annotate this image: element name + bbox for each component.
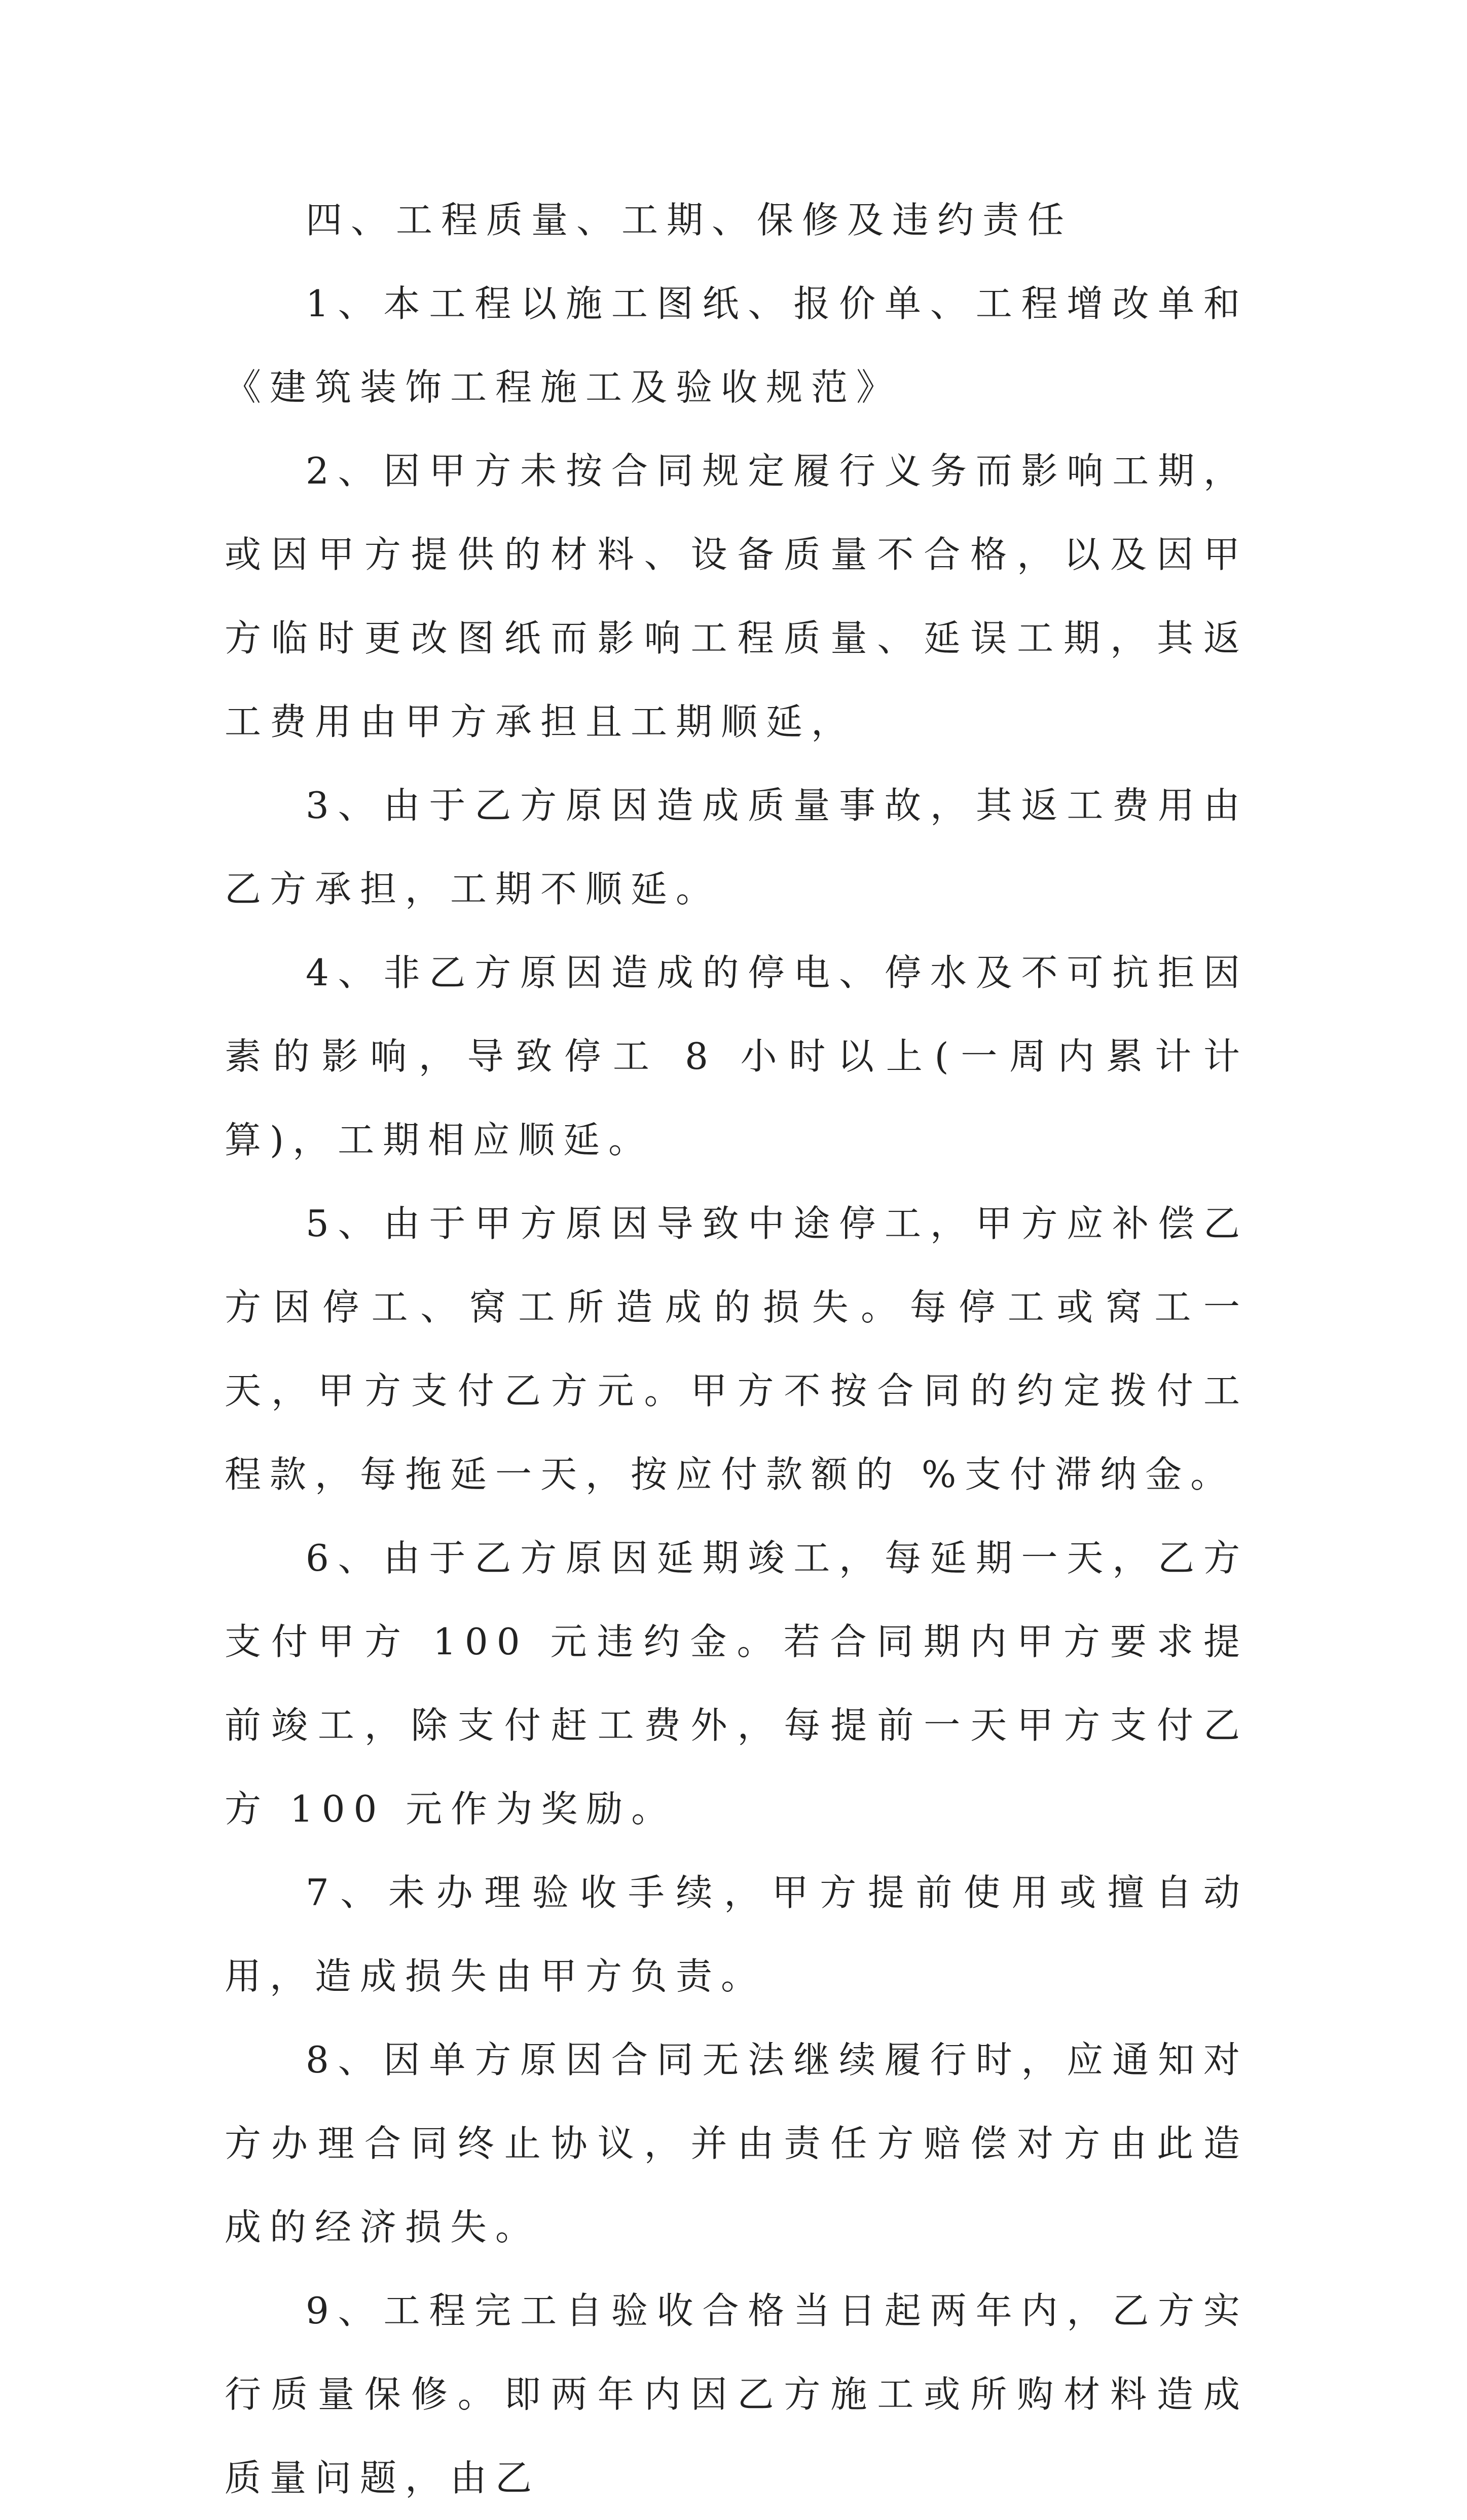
clause-1: 1、本工程以施工图纸、报价单、工程增改单和《建筑装饰工程施工及验收规范》 [225, 282, 1249, 409]
clause-3: 3、由于乙方原因造成质量事故，其返工费用由乙方承担，工期不顺延。 [225, 784, 1249, 910]
clause-4: 4、非乙方原因造成的停电、停水及不可抗拒因素的影响，导致停工 8 小时以上(一周内累计计算)，工期相应顺延。 [225, 951, 1249, 1161]
clause-7: 7、未办理验收手续，甲方提前使用或擅自动用，造成损失由甲方负责。 [225, 1871, 1249, 1997]
document-body [225, 178, 1249, 2520]
clause-6: 6、由于乙方原因延期竣工，每延期一天，乙方支付甲方 100 元违约金。若合同期内甲方要求提前竣工，除支付赶工费外，每提前一天甲方支付乙方 100 元作为奖励。 [225, 1537, 1249, 1830]
clause-9: 9、工程完工自验收合格当日起两年内，乙方实行质量保修。即两年内因乙方施工或所购材料造成质量问题，由乙 [225, 2289, 1249, 2499]
clause-2: 2、因甲方未按合同规定履行义务而影响工期，或因甲方提供的材料、设备质量不合格，以及因甲方临时更改图纸而影响工程质量、延误工期，其返工费用由甲方承担且工期顺延， [225, 450, 1249, 743]
clause-5: 5、由于甲方原因导致中途停工，甲方应补偿乙方因停工、窝工所造成的损失。每停工或窝工一天，甲方支付乙方元。甲方不按合同的约定拨付工程款，每拖延一天，按应付款额的 %支付滞纳金。 [225, 1202, 1249, 1496]
clause-8: 8、因单方原因合同无法继续履行时，应通知对方办理合同终止协议，并由责任方赔偿对方由此造成的经济损失。 [225, 2039, 1249, 2248]
section-heading: 四、工程质量、工期、保修及违约责任 [306, 199, 1073, 241]
